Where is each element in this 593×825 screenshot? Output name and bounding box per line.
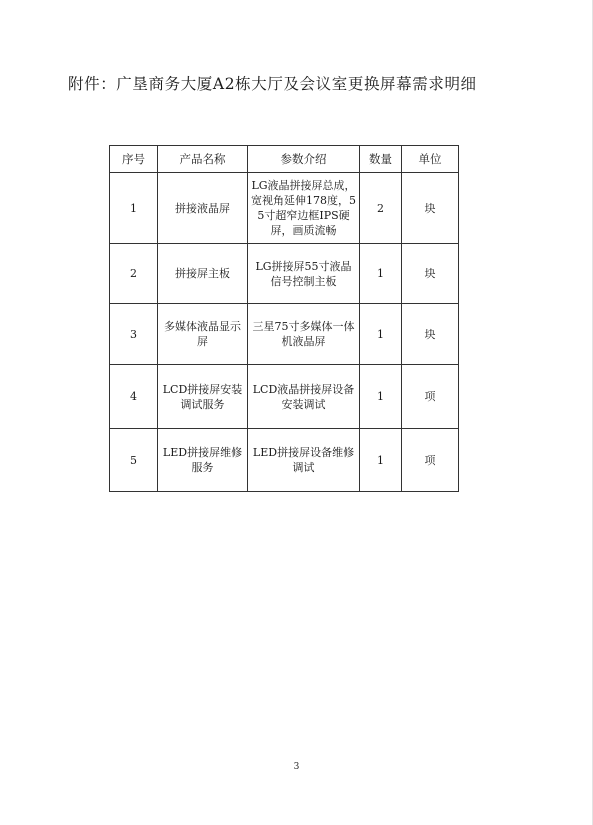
cell-product-name: 拼接屏主板 <box>158 244 248 304</box>
document-title: 附件：广垦商务大厦A2栋大厅及会议室更换屏幕需求明细 <box>68 75 477 93</box>
cell-no: 4 <box>110 365 158 429</box>
cell-parameters: LED拼接屏设备维修调试 <box>248 429 360 492</box>
cell-no: 2 <box>110 244 158 304</box>
cell-parameters: LCD液晶拼接屏设备安装调试 <box>248 365 360 429</box>
cell-no: 5 <box>110 429 158 492</box>
header-no: 序号 <box>110 146 158 173</box>
table-row <box>110 173 459 244</box>
cell-no: 3 <box>110 304 158 365</box>
table-header-row <box>110 146 459 173</box>
cell-product-name: 拼接液晶屏 <box>158 173 248 244</box>
cell-unit: 项 <box>402 429 459 492</box>
cell-unit: 块 <box>402 173 459 244</box>
table-row <box>110 365 459 429</box>
header-product-name: 产品名称 <box>158 146 248 173</box>
cell-product-name: LED拼接屏维修服务 <box>158 429 248 492</box>
cell-unit: 块 <box>402 244 459 304</box>
cell-quantity: 1 <box>360 365 402 429</box>
header-unit: 单位 <box>402 146 459 173</box>
header-quantity: 数量 <box>360 146 402 173</box>
cell-product-name: LCD拼接屏安装调试服务 <box>158 365 248 429</box>
cell-quantity: 2 <box>360 173 402 244</box>
cell-unit: 块 <box>402 304 459 365</box>
cell-unit: 项 <box>402 365 459 429</box>
requirements-table <box>109 145 459 492</box>
cell-no: 1 <box>110 173 158 244</box>
cell-quantity: 1 <box>360 244 402 304</box>
page-number: 3 <box>293 762 300 772</box>
cell-parameters: LG拼接屏55寸液晶信号控制主板 <box>248 244 360 304</box>
cell-quantity: 1 <box>360 429 402 492</box>
table-row <box>110 304 459 365</box>
cell-quantity: 1 <box>360 304 402 365</box>
cell-parameters: 三星75寸多媒体一体机液晶屏 <box>248 304 360 365</box>
cell-parameters: LG液晶拼接屏总成，宽视角延伸178度，55寸超窄边框IPS硬屏，画质流畅 <box>248 173 360 244</box>
table-row <box>110 244 459 304</box>
table-row <box>110 429 459 492</box>
cell-product-name: 多媒体液晶显示屏 <box>158 304 248 365</box>
header-parameters: 参数介绍 <box>248 146 360 173</box>
